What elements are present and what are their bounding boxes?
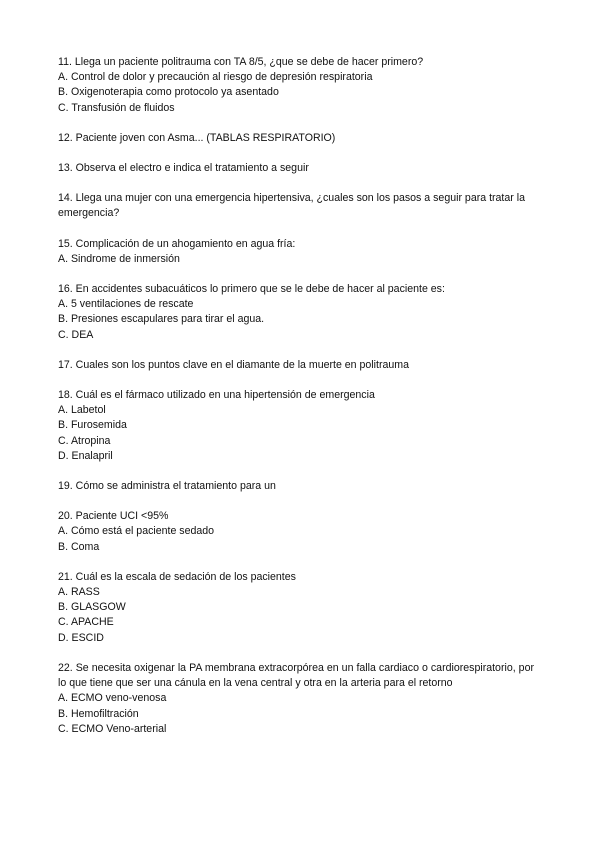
question-text: 15. Complicación de un ahogamiento en agua fría: bbox=[58, 237, 296, 250]
question-14 bbox=[58, 191, 534, 221]
question-text: 12. Paciente joven con Asma... (TABLAS RESPIRATORIO) bbox=[58, 131, 336, 144]
answer-option: A. Sindrome de inmersión bbox=[58, 252, 180, 265]
answer-option: B. Coma bbox=[58, 540, 100, 553]
question-text: 11. Llega un paciente politrauma con TA 8/5, ¿que se debe de hacer primero? bbox=[58, 56, 424, 68]
question-text: 21. Cuál es la escala de sedación de los pacientes bbox=[58, 570, 296, 583]
answer-option: A. Control de dolor y precaución al riesgo de depresión respiratoria bbox=[58, 71, 373, 84]
question-list bbox=[58, 55, 534, 752]
question-16 bbox=[58, 282, 534, 343]
answer-option: C. Transfusión de fluidos bbox=[58, 101, 175, 114]
question-17 bbox=[58, 358, 534, 373]
question-text: 20. Paciente UCI <95% bbox=[58, 510, 169, 523]
question-18 bbox=[58, 388, 534, 464]
question-text: 19. Cómo se administra el tratamiento para un bbox=[58, 480, 276, 493]
answer-option: A. ECMO veno-venosa bbox=[58, 692, 167, 705]
question-text: 14. Llega una mujer con una emergencia hipertensiva, ¿cuales son los pasos a seguir para tratar la emergencia? bbox=[58, 192, 525, 220]
question-19 bbox=[58, 479, 534, 494]
question-20 bbox=[58, 509, 534, 555]
question-text: 16. En accidentes subacuáticos lo primero que se le debe de hacer al paciente es: bbox=[58, 283, 445, 296]
answer-option: A. 5 ventilaciones de rescate bbox=[58, 298, 194, 311]
question-13 bbox=[58, 161, 534, 176]
answer-option: B. Hemofiltración bbox=[58, 707, 139, 720]
question-12 bbox=[58, 131, 534, 146]
question-21 bbox=[58, 570, 534, 646]
question-text: 18. Cuál es el fármaco utilizado en una hipertensión de emergencia bbox=[58, 389, 375, 402]
question-15 bbox=[58, 237, 534, 267]
question-11 bbox=[58, 55, 534, 116]
answer-option: C. DEA bbox=[58, 328, 94, 341]
answer-option: B. Furosemida bbox=[58, 419, 127, 432]
answer-option: D. Enalapril bbox=[58, 449, 113, 462]
answer-option: C. APACHE bbox=[58, 616, 114, 629]
answer-option: B. Presiones escapulares para tirar el agua. bbox=[58, 313, 265, 326]
answer-option: C. Atropina bbox=[58, 434, 111, 447]
question-text: 13. Observa el electro e indica el tratamiento a seguir bbox=[58, 162, 309, 175]
answer-option: A. Cómo está el paciente sedado bbox=[58, 525, 215, 538]
question-text: 17. Cuales son los puntos clave en el diamante de la muerte en politrauma bbox=[58, 358, 409, 371]
question-text: 22. Se necesita oxigenar la PA membrana extracorpórea en un falla cardiaco o cardiorespiratorio, por lo que tiene que ser una cánula en la vena central y otra en la arteria para el retorno bbox=[58, 661, 534, 690]
answer-option: D. ESCID bbox=[58, 631, 104, 644]
answer-option: C. ECMO Veno-arterial bbox=[58, 722, 167, 735]
answer-option: B. GLASGOW bbox=[58, 601, 126, 614]
answer-option: A. RASS bbox=[58, 586, 100, 599]
answer-option: B. Oxigenoterapia como protocolo ya asentado bbox=[58, 86, 279, 99]
answer-option: A. Labetol bbox=[58, 404, 106, 417]
question-22 bbox=[58, 661, 534, 737]
